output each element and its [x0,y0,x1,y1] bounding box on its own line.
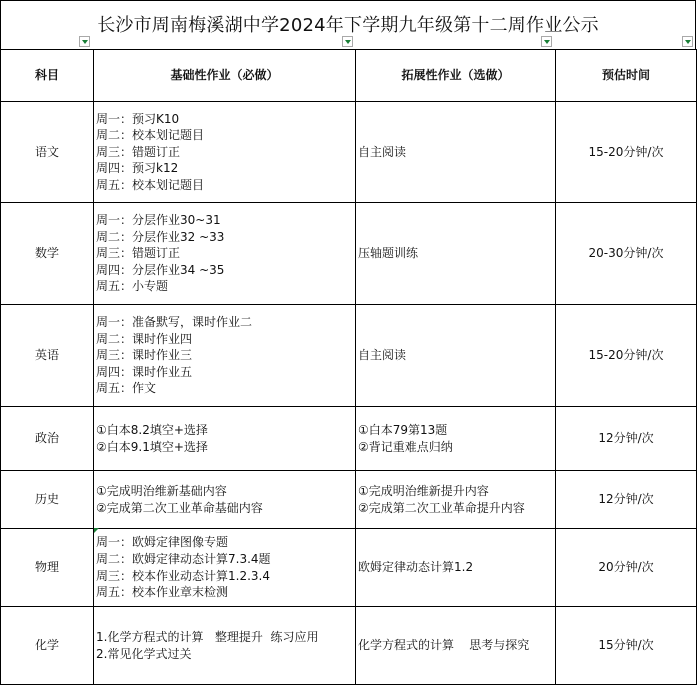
basic-homework-line: ②白本9.1填空+选择 [96,439,208,454]
basic-homework-line: 周五：校本作业章末检测 [96,585,229,600]
basic-homework-line: 周二：分层作业32 ~33 [96,229,225,244]
table-row [1,203,697,305]
basic-homework-line: 周五：作文 [96,381,157,396]
subject-cell[interactable]: 语文 [1,102,94,203]
basic-homework-cell[interactable] [94,607,356,685]
basic-homework-line: 周四：课时作业五 [96,364,193,379]
basic-homework-line: 2.常见化学式过关 [96,646,192,661]
header-time: 预估时间 [556,50,697,102]
extended-homework-line: 压轴题训练 [358,246,419,261]
basic-homework-line: 周五：校本划记题目 [96,177,205,192]
extended-homework-line: ①完成明治维新提升内容 [358,483,489,498]
extended-homework-line: ①白本79第13题 [358,422,448,437]
basic-homework-line: 周四：分层作业34 ~35 [96,262,225,277]
subject-cell[interactable]: 物理 [1,529,94,607]
extended-homework-cell[interactable] [356,471,556,529]
extended-homework-cell[interactable] [356,203,556,305]
basic-homework-line: 周二：欧姆定律动态计算7.3.4题 [96,551,271,566]
basic-homework-line: 1.化学方程式的计算 整理提升 练习应用 [96,629,319,644]
extended-homework-cell[interactable] [356,305,556,407]
basic-homework-line: ①完成明治维新基础内容 [96,483,227,498]
extended-homework-cell[interactable] [356,529,556,607]
basic-homework-line: ②完成第二次工业革命基础内容 [96,500,263,515]
table-row [1,471,697,529]
subject-cell[interactable]: 数学 [1,203,94,305]
basic-homework-line: 周一：欧姆定律图像专题 [96,535,229,550]
filter-dropdown-icon[interactable] [541,36,552,47]
estimated-time-cell[interactable]: 15-20分钟/次 [556,102,697,203]
extended-homework-cell[interactable] [356,102,556,203]
basic-homework-line: 周三：课时作业三 [96,348,193,363]
basic-homework-line: 周三：错题订正 [96,144,181,159]
basic-homework-line: 周一：预习K10 [96,111,180,126]
homework-table [0,49,697,685]
basic-homework-line: 周一：分层作业30~31 [96,213,221,228]
basic-homework-line: 周二：校本划记题目 [96,128,205,143]
estimated-time-cell[interactable]: 15分钟/次 [556,607,697,685]
extended-homework-line: ②背记重难点归纳 [358,439,453,454]
sheet-title: 长沙市周南梅溪湖中学2024年下学期九年级第十二周作业公示 [97,15,599,36]
extended-homework-line: 自主阅读 [358,348,407,363]
basic-homework-cell[interactable] [94,529,356,607]
filter-dropdown-icon[interactable] [79,36,90,47]
header-subject: 科目 [1,50,94,102]
extended-homework-line: ②完成第二次工业革命提升内容 [358,500,525,515]
estimated-time-cell[interactable]: 20分钟/次 [556,529,697,607]
header-basic: 基础性作业（必做） [94,50,356,102]
basic-homework-cell[interactable] [94,305,356,407]
subject-cell[interactable]: 政治 [1,407,94,471]
basic-homework-cell[interactable] [94,203,356,305]
extended-homework-line: 欧姆定律动态计算1.2 [358,560,474,575]
extended-homework-line: 化学方程式的计算 思考与探究 [358,638,530,653]
estimated-time-cell[interactable]: 15-20分钟/次 [556,305,697,407]
basic-homework-cell[interactable] [94,407,356,471]
cell-comment-marker [94,528,99,533]
filter-dropdown-icon[interactable] [342,36,353,47]
estimated-time-cell[interactable]: 12分钟/次 [556,471,697,529]
basic-homework-line: 周二：课时作业四 [96,331,193,346]
subject-cell[interactable]: 化学 [1,607,94,685]
basic-homework-line: ①白本8.2填空+选择 [96,422,208,437]
extended-homework-cell[interactable] [356,607,556,685]
extended-homework-cell[interactable] [356,407,556,471]
estimated-time-cell[interactable]: 12分钟/次 [556,407,697,471]
filter-dropdown-icon[interactable] [682,36,693,47]
estimated-time-cell[interactable]: 20-30分钟/次 [556,203,697,305]
subject-cell[interactable]: 历史 [1,471,94,529]
header-row [1,50,697,102]
basic-homework-cell[interactable] [94,102,356,203]
basic-homework-cell[interactable] [94,471,356,529]
table-row [1,607,697,685]
basic-homework-line: 周五：小专题 [96,279,169,294]
extended-homework-line: 自主阅读 [358,144,407,159]
basic-homework-line: 周三：错题订正 [96,246,181,261]
table-row [1,407,697,471]
table-row [1,305,697,407]
basic-homework-line: 周三：校本作业动态计算1.2.3.4 [96,568,270,583]
header-extended: 拓展性作业（选做） [356,50,556,102]
subject-cell[interactable]: 英语 [1,305,94,407]
table-row [1,102,697,203]
basic-homework-line: 周一：准备默写，课时作业二 [96,315,253,330]
table-row [1,529,697,607]
basic-homework-line: 周四：预习k12 [96,161,179,176]
